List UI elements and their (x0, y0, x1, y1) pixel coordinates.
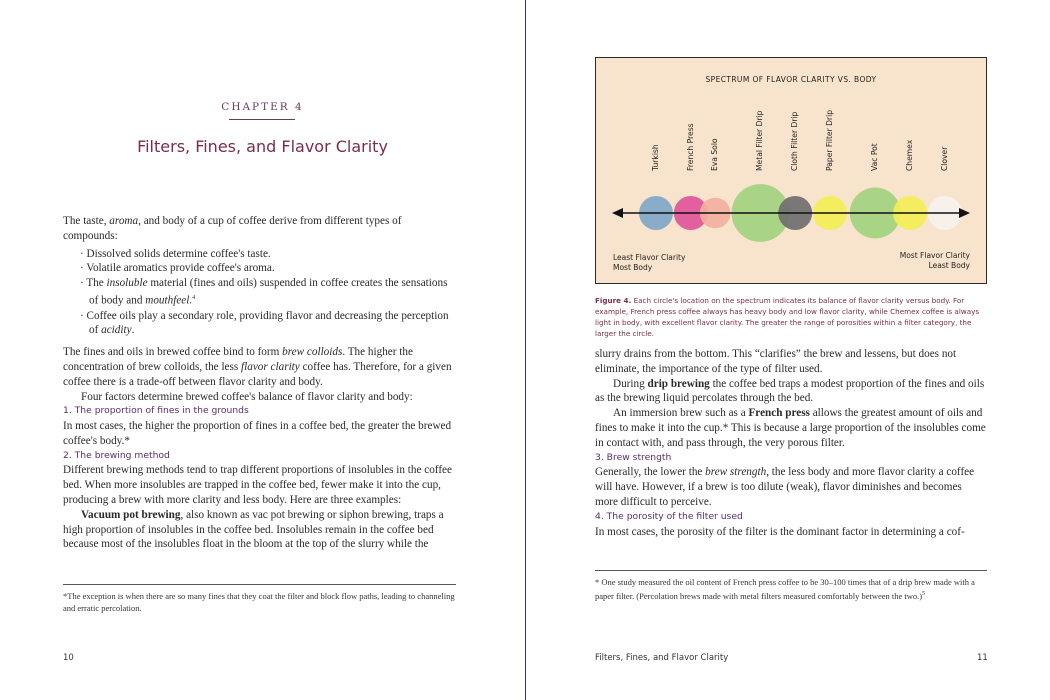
factor4-text: In most cases, the porosity of the filter is the dominant factor in determining a cof- (595, 525, 965, 538)
left-footnote: *The exception is when there are so many fines that they coat the filter and block flow paths, leading to channeling and erratic percolation. (63, 591, 455, 613)
left-body-text (63, 214, 456, 552)
chapter-title: Filters, Fines, and Flavor Clarity (137, 137, 388, 156)
left-arrow-head (612, 208, 623, 218)
intro-paragraph: The taste, aroma, and body of a cup of coffee derive from different types of compounds: (63, 215, 402, 242)
factor2-heading: 2. The brewing method (63, 449, 170, 461)
bullet-body: · The insoluble material (fines and oils) suspended in coffee creates the sensations of body and mouthfeel.$^4$ (80, 277, 448, 307)
factor2-text: Different brewing methods tend to trap different proportions of insolubles in the coffee bed. When more insolubles are trapped in the coffee bed, fewer make it into the cup, producing a brew with more clarity and less body. Here are three examples: (63, 464, 452, 507)
factor3-text: Generally, the lower the brew strength, the less body and more flavor clarity a coffee will have. However, if a brew is too dilute (weak), flavor diminishes and becomes more difficult to perceive. (595, 466, 975, 508)
colloids-paragraph: The fines and oils in brewed coffee bind to form brew colloids. The higher the concentration of brew colloids, the less flavor clarity coffee has. Therefore, for a given coffee there is a trade-off between flavor clarity and body. (63, 346, 452, 388)
left-end-label: Least Flavor Clarity Most Body (613, 253, 686, 272)
factor1-heading: 1. The proportion of fines in the grounds (63, 405, 249, 417)
factor3-heading: 3. Brew strength (595, 451, 672, 463)
right-page-number: 11 (977, 653, 988, 663)
figure-title: SPECTRUM OF FLAVOR CLARITY VS. BODY (705, 75, 877, 84)
factor4-heading: 4. The porosity of the filter used (595, 510, 743, 522)
bullet-taste: · Dissolved solids determine coffee's taste. (80, 247, 271, 260)
chapter-label: CHAPTER 4 (221, 101, 304, 113)
right-arrow-head (959, 208, 970, 218)
immersion-paragraph: An immersion brew such as a French press allows the greatest amount of oils and fines to make it into the cup.* This is because a large proportion of the insolubles come in contact with, and pass through, the very porous filter. (595, 407, 986, 449)
drip-paragraph: During drip brewing the coffee bed traps a modest proportion of the fines and oils as the brewing liquid percolates through the bed. (595, 377, 985, 405)
right-footnote: * One study measured the oil content of French press coffee to be 30–100 times that of a drip brew made with a paper filter. (Percolation brews made with metal filters measured comfortably between the two.)$^5$ (595, 577, 975, 601)
right-body-text (595, 347, 987, 539)
right-footnote-rule (595, 570, 987, 571)
bullet-aroma: · Volatile aromatics provide coffee's aroma. (80, 262, 275, 275)
bullet-oils: · Coffee oils play a secondary role, providing flavor and decreasing the perception of acidity. (80, 309, 449, 337)
running-head: Filters, Fines, and Flavor Clarity (595, 653, 729, 663)
chapter-rule (229, 119, 295, 120)
figure-caption: Figure 4. Each circle's location on the spectrum indicates its balance of flavor clarity versus body. For example, French press coffee always has heavy body and low flavor clarity, while Chemex coffee is always light in body, with excellent flavor clarity. The greater the range of porosities within a filter category, the larger the circle. (595, 296, 980, 338)
left-page-number: 10 (63, 653, 74, 663)
four-factors-paragraph: Four factors determine brewed coffee's balance of flavor clarity and body: (81, 390, 413, 403)
factor1-text: In most cases, the higher the proportion of fines in a coffee bed, the greater the brewed coffee's body.* (63, 420, 452, 447)
continued-paragraph: slurry drains from the bottom. This “clarifies” the brew and lessens, but does not eliminate, the importance of the type of filter used. (595, 348, 957, 375)
right-end-label: Most Flavor Clarity Least Body (899, 251, 970, 270)
left-footnote-rule (63, 584, 456, 585)
figure-spectrum: SPECTRUM OF FLAVOR CLARITY VS. BODY Turkish French Press Eva Solo Metal Filter Drip Cloth Filter Drip Paper Filter Drip Vac Pot Chemex Clover Least Flavor Clarity Most Body Most Flavor Clarity Least Body (595, 57, 987, 284)
vacpot-paragraph: Vacuum pot brewing, also known as vac pot brewing or siphon brewing, traps a high proportion of insolubles in the coffee bed. Insolubles remain in the coffee bed because most of the insolubles float in the bloom at the top of the slurry while the (63, 508, 444, 551)
